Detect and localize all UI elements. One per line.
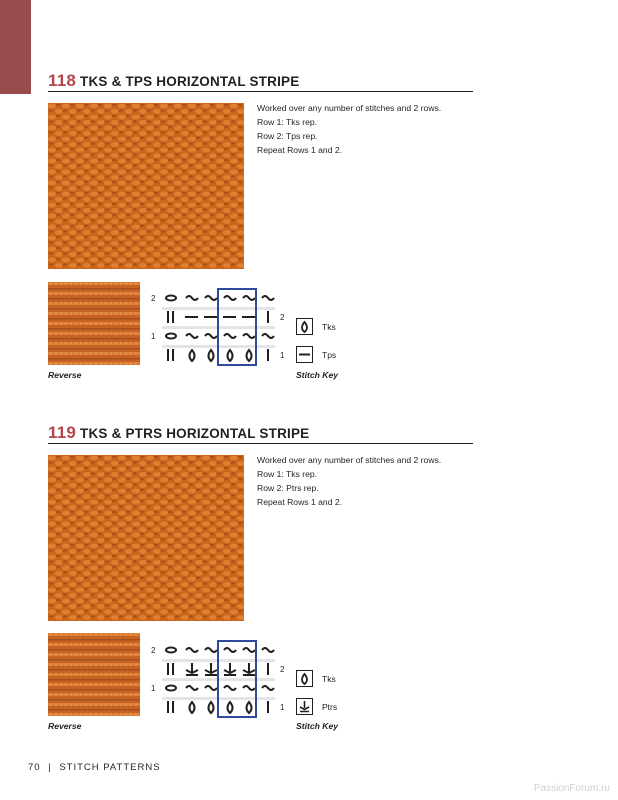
pattern-119-stitch-key-caption: Stitch Key (296, 721, 339, 731)
pattern-119-number: 119 (48, 423, 77, 442)
tks-icon (296, 318, 313, 335)
pattern-119-rule (48, 443, 473, 444)
chart-row-2-top (166, 648, 274, 653)
chart-row-number: 2 (280, 313, 285, 322)
pattern-118-rule (48, 91, 473, 92)
chart-row-label: 2 (151, 294, 156, 303)
pattern-118-desc-line: Worked over any number of stitches and 2 rows. (257, 103, 442, 113)
pattern-119-front-swatch (48, 455, 244, 621)
key-label-tps: Tps (322, 350, 337, 360)
pattern-118-chart (148, 287, 298, 367)
chart-row-2-top (166, 296, 274, 301)
pattern-118-desc-line: Row 2: Tps rep. (257, 131, 318, 141)
tks-icon (296, 670, 313, 687)
pattern-119-desc-line: Row 2: Ptrs rep. (257, 483, 319, 493)
pattern-119-desc-line: Row 1: Tks rep. (257, 469, 318, 479)
pattern-119-stitch-key (296, 668, 366, 728)
pattern-118-heading (48, 71, 299, 91)
chart-row-number: 2 (280, 665, 285, 674)
ptrs-icon (296, 698, 313, 715)
pattern-119-desc-line: Repeat Rows 1 and 2. (257, 497, 343, 507)
pattern-118-reverse-caption: Reverse (48, 370, 82, 380)
pattern-118-reverse-swatch (48, 282, 140, 365)
chart-row-label: 1 (151, 332, 156, 341)
key-label-ptrs: Ptrs (322, 702, 338, 712)
pattern-118-stitch-key-caption: Stitch Key (296, 370, 339, 380)
chart-row-1-top (166, 686, 274, 691)
page-footer (28, 762, 161, 773)
chart-row-label: 2 (151, 646, 156, 655)
key-label-tks: Tks (322, 674, 336, 684)
pattern-118-stitch-key (296, 316, 366, 376)
watermark: PassionForum.ru (533, 783, 610, 794)
pattern-119-reverse-caption: Reverse (48, 721, 82, 731)
pattern-118-desc-line: Row 1: Tks rep. (257, 117, 318, 127)
chart-row-number: 1 (280, 351, 285, 360)
corner-tab (0, 0, 31, 94)
pattern-119-heading (48, 423, 309, 443)
page-number: 70 (28, 762, 41, 773)
footer-separator: | (48, 762, 52, 773)
pattern-118-desc-line: Repeat Rows 1 and 2. (257, 145, 343, 155)
pattern-118-number: 118 (48, 71, 77, 90)
tps-icon (296, 346, 313, 363)
key-label-tks: Tks (322, 322, 336, 332)
chart-row-number: 1 (280, 703, 285, 712)
pattern-119-title: TKS & PTRS HORIZONTAL STRIPE (80, 426, 310, 441)
pattern-118-front-swatch (48, 103, 244, 269)
pattern-118-description (257, 101, 441, 157)
chart-row-1-top (166, 334, 274, 339)
chart-row-label: 1 (151, 684, 156, 693)
footer-section-name: STITCH PATTERNS (59, 762, 161, 773)
pattern-119-chart (148, 639, 298, 719)
pattern-118-title: TKS & TPS HORIZONTAL STRIPE (80, 74, 300, 89)
pattern-119-reverse-swatch (48, 633, 140, 716)
pattern-119-desc-line: Worked over any number of stitches and 2 rows. (257, 455, 442, 465)
pattern-119-description (257, 453, 441, 509)
